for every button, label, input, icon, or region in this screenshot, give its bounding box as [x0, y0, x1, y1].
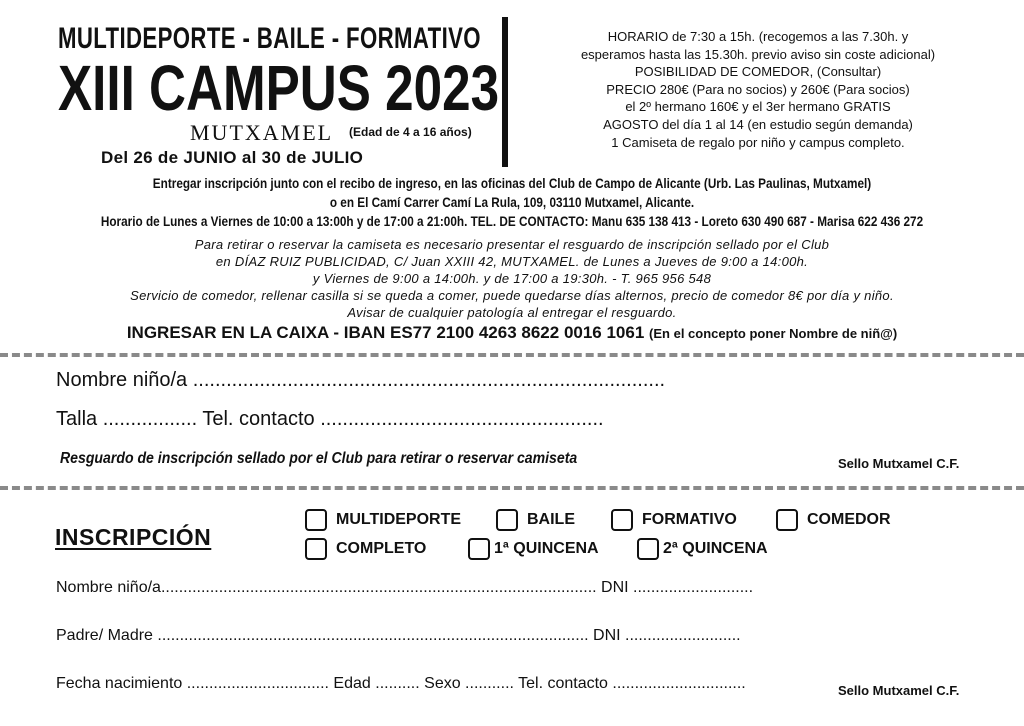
- option-label: COMPLETO: [336, 540, 427, 557]
- registration-heading: INSCRIPCIÓN: [55, 524, 212, 550]
- info-line: 1 Camiseta de regalo por niño y campus completo.: [611, 134, 905, 150]
- info-line: PRECIO 280€ (Para no socios) y 260€ (Para socios): [606, 81, 910, 97]
- option-formativo[interactable]: [611, 509, 737, 531]
- note-line: Avisar de cualquier patología al entregar el resguardo.: [347, 305, 677, 320]
- note-line: en DÍAZ RUIZ PUBLICIDAD, C/ Juan XXIII 42, MUTXAMEL. de Lunes a Jueves de 9:00 a 14:00h.: [215, 254, 809, 269]
- checkbox-icon[interactable]: [496, 509, 518, 531]
- checkbox-icon[interactable]: [305, 509, 327, 531]
- checkbox-icon[interactable]: [468, 538, 490, 560]
- note-line: Para retirar o reservar la camiseta es necesario presentar el resguardo de inscripción sellado por el Club: [194, 237, 830, 252]
- option-label: 1ª QUINCENA: [494, 540, 599, 557]
- parent-dni-field[interactable]: Padre/ Madre ................................................................................................. DNI ..........................: [56, 627, 741, 644]
- info-line: el 2º hermano 160€ y el 3er hermano GRATIS: [625, 99, 891, 115]
- option-completo[interactable]: [305, 538, 426, 560]
- option-label: COMEDOR: [807, 511, 891, 528]
- option-label: MULTIDEPORTE: [336, 511, 462, 528]
- option-label: 2ª QUINCENA: [663, 540, 768, 557]
- iban-line: [0, 323, 1024, 343]
- receipt-size-phone-field[interactable]: Talla ................. Tel. contacto ...................................................: [56, 408, 604, 430]
- option-comedor[interactable]: [776, 509, 891, 531]
- campus-dates: Del 26 de JUNIO al 30 de JULIO: [101, 148, 364, 167]
- option-label: BAILE: [527, 511, 575, 528]
- iban-text: INGRESAR EN LA CAIXA - IBAN ES77 2100 4263 8622 0016 1061: [126, 323, 645, 342]
- checkbox-icon[interactable]: [637, 538, 659, 560]
- iban-note: (En el concepto poner Nombre de niñ@): [649, 326, 898, 341]
- info-line: HORARIO de 7:30 a 15h. (recogemos a las 7.30h. y: [607, 29, 909, 44]
- birth-age-sex-phone-field[interactable]: Fecha nacimiento ................................ Edad .......... Sexo ........... Tel. contacto ..............................: [56, 675, 746, 692]
- age-range: (Edad de 4 a 16 años): [349, 125, 472, 139]
- club-stamp-label: Sello Mutxamel C.F.: [838, 683, 960, 698]
- option-baile[interactable]: [496, 509, 575, 531]
- note-line: Servicio de comedor, rellenar casilla si se queda a comer, puede quedarse días alternos, precio de comedor 8€ por día y niño.: [130, 288, 894, 303]
- checkbox-icon[interactable]: [776, 509, 798, 531]
- child-name-dni-field[interactable]: Nombre niño/a.................................................................................................. DNI ...........................: [56, 579, 754, 596]
- club-stamp-label: Sello Mutxamel C.F.: [838, 456, 960, 471]
- cut-line: [0, 353, 1024, 357]
- city-name: MUTXAMEL: [190, 120, 334, 145]
- vertical-divider: [502, 17, 508, 167]
- note-line: y Viernes de 9:00 a 14:00h. y de 17:00 a 19:30h. - T. 965 956 548: [312, 271, 712, 286]
- option-multideporte[interactable]: [305, 509, 461, 531]
- receipt-stamp-note: Resguardo de inscripción sellado por el Club para retirar o reservar camiseta: [60, 450, 578, 467]
- contact-hours-line: Horario de Lunes a Viernes de 10:00 a 13:00h y de 17:00 a 21:00h. TEL. DE CONTACTO: Manu 635 138 413 - Loreto 630 490 687 - Marisa 622 436 272: [100, 213, 924, 229]
- receipt-name-field[interactable]: Nombre niño/a .....................................................................................: [56, 369, 666, 391]
- instruction-line: Entregar inscripción junto con el recibo de ingreso, en las oficinas del Club de Campo de Alicante (Urb. Las Paulinas, Mutxamel): [152, 175, 872, 191]
- info-line: esperamos hasta las 15.30h. previo aviso sin coste adicional): [580, 46, 936, 62]
- info-line: AGOSTO del día 1 al 14 (en estudio según demanda): [603, 116, 913, 132]
- info-block: [540, 28, 976, 151]
- info-line: POSIBILIDAD DE COMEDOR, (Consultar): [634, 64, 882, 80]
- option-segunda-quincena[interactable]: [637, 538, 768, 560]
- instruction-line: o en El Camí Carrer Camí La Rula, 109, 03110 Mutxamel, Alicante.: [329, 194, 695, 210]
- campus-title: XIII CAMPUS 2023: [58, 52, 500, 124]
- option-primera-quincena[interactable]: [468, 538, 599, 560]
- campus-subtitle: MULTIDEPORTE - BAILE - FORMATIVO: [58, 22, 481, 55]
- checkbox-icon[interactable]: [611, 509, 633, 531]
- checkbox-icon[interactable]: [305, 538, 327, 560]
- option-label: FORMATIVO: [642, 511, 737, 528]
- cut-line: [0, 486, 1024, 490]
